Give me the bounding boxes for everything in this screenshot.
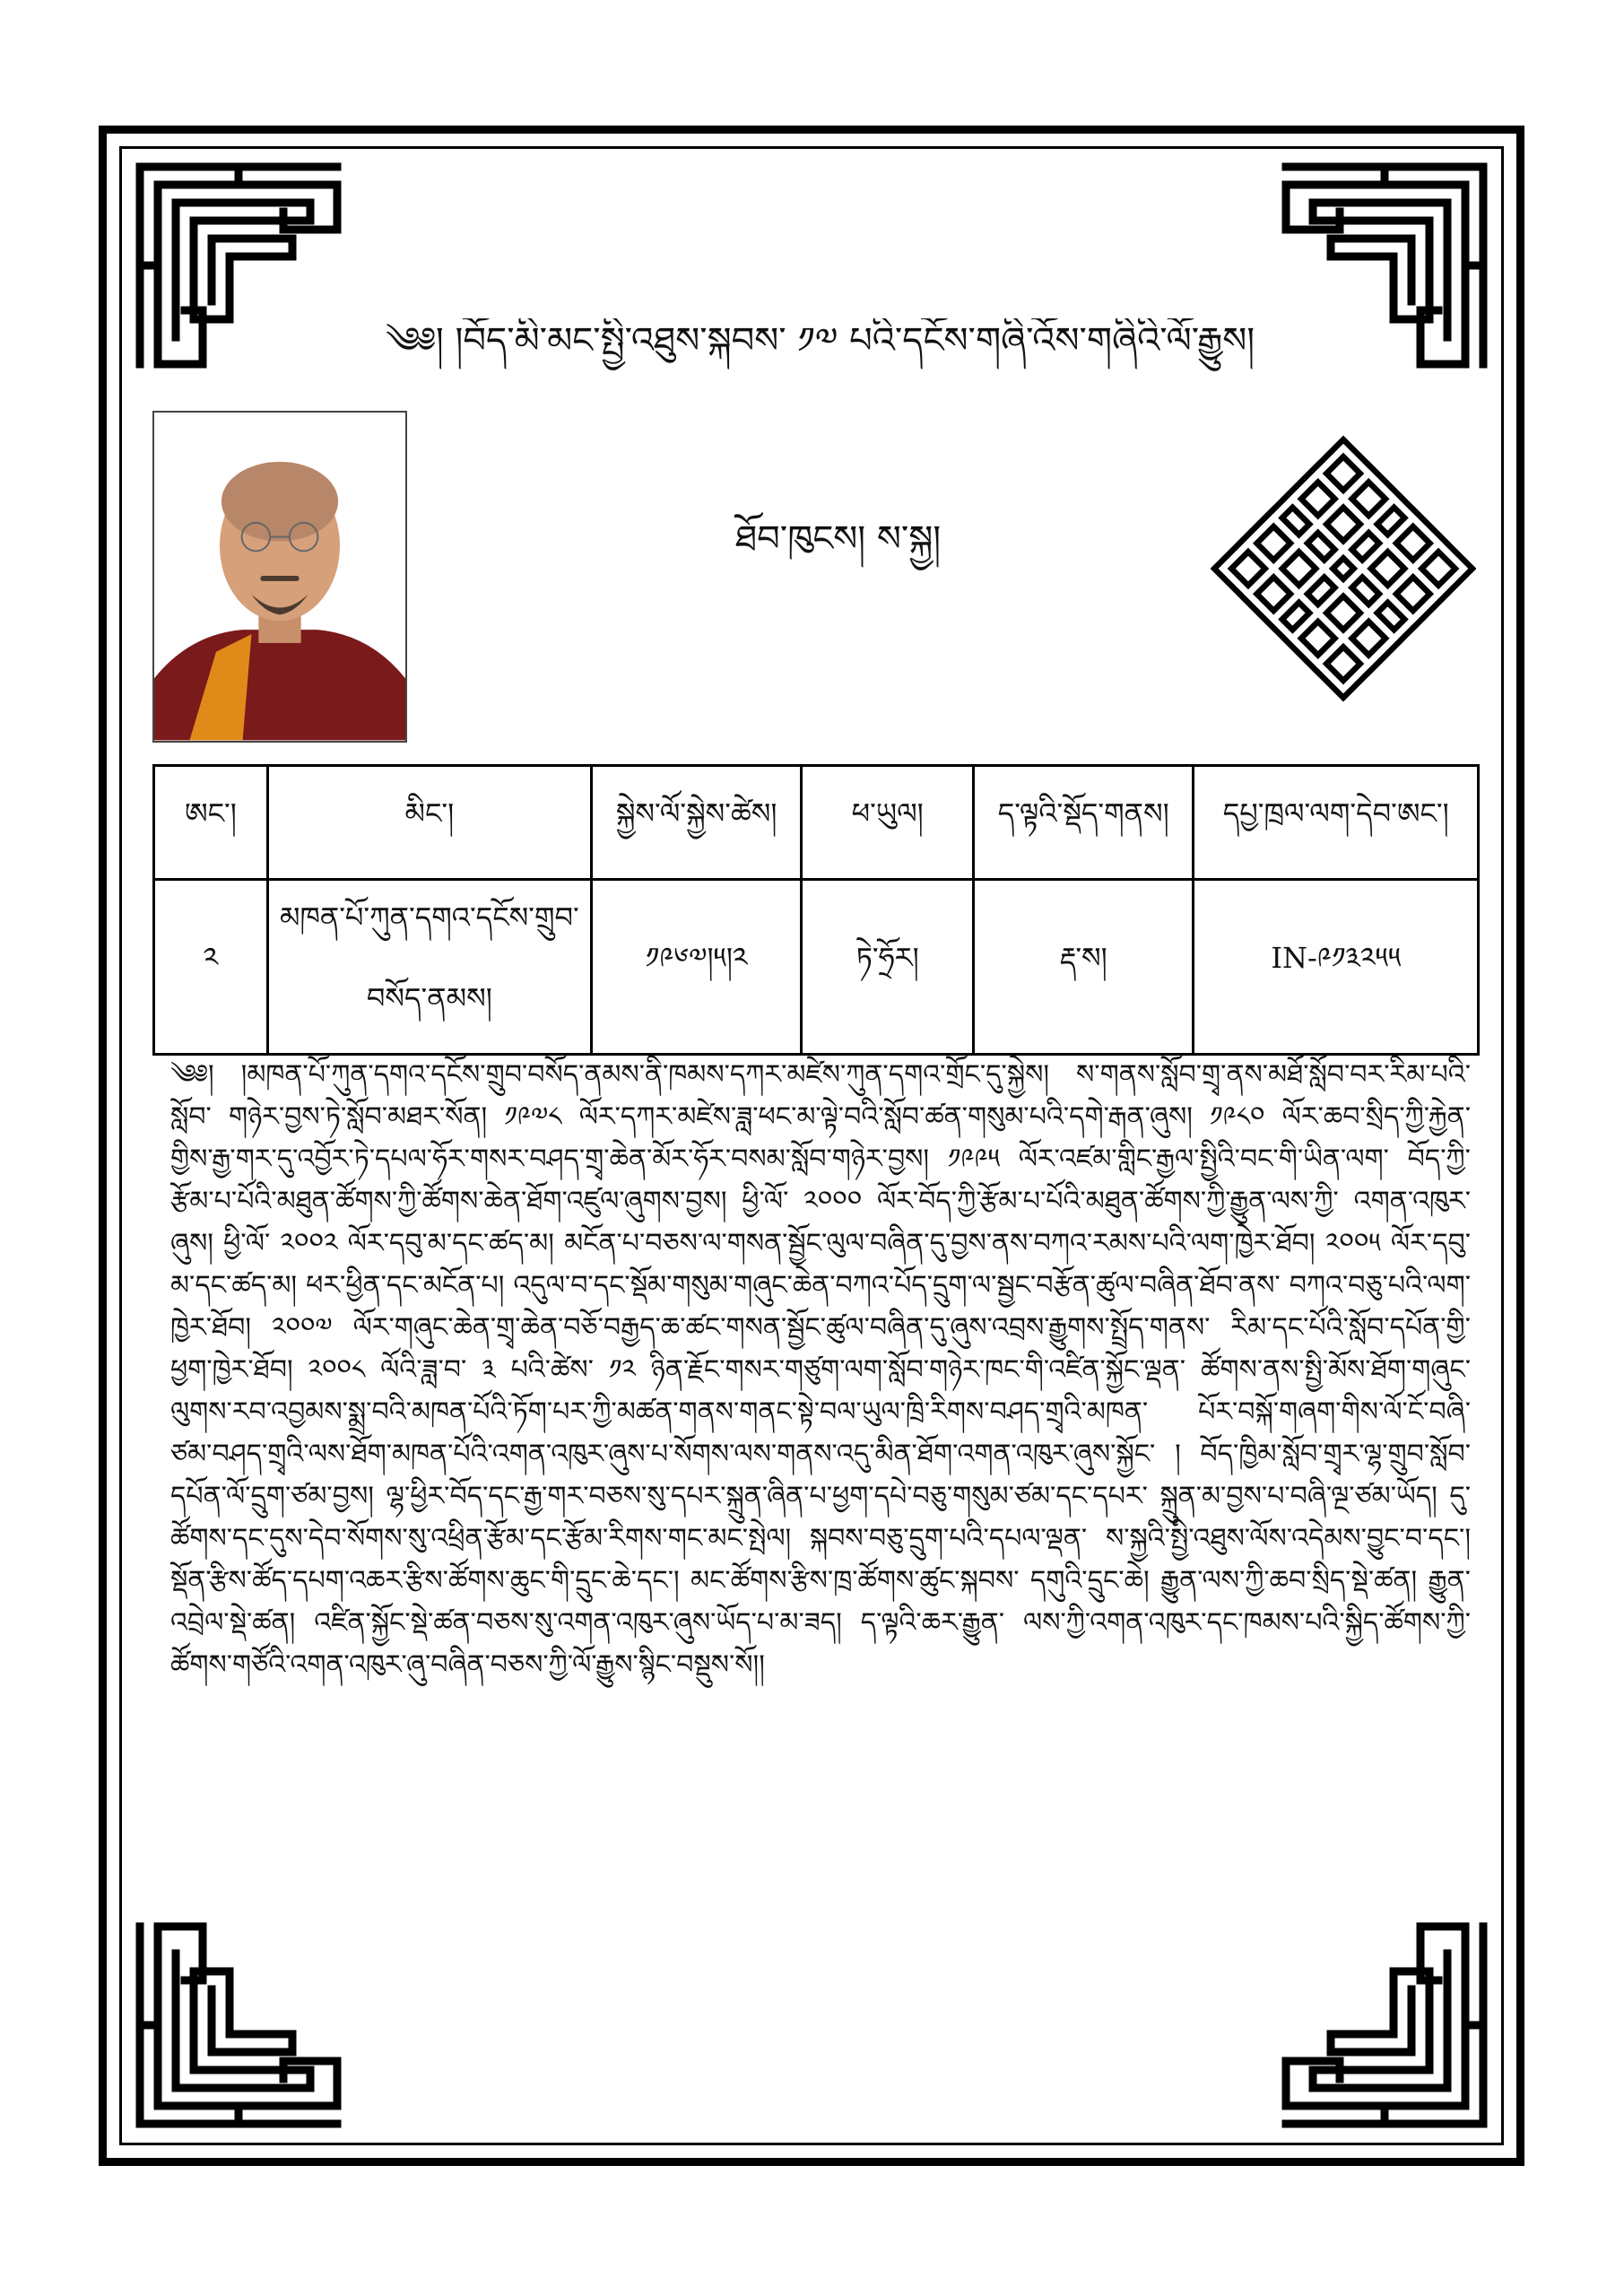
cell-birth-date: ༡༩༦༧།༥།༢	[591, 880, 802, 1055]
biography-line: བོད་ཀྱི་རྩོམ་པ་པོའི་མཐུན་ཚོགས་ཀྱི་ཚོགས་ཆེན་ཐོག་འཛུལ་ཞུགས་བྱས། ཕྱི་ལོ་ ༢༠༠༠ ལོར་བོད་ཀྱི་རྩོམ་པ་པོའི་མཐུན་ཚོགས་ཀྱི་རྒྱུན་ལས་ཀྱི་	[170, 1144, 1471, 1217]
candidate-photo	[152, 411, 407, 743]
endless-knot-icon	[1211, 423, 1476, 714]
biography-line: རིམ་དང་པོའི་སློབ་དཔོན་གྱི་ཕྱག་ཁྱེར་ཐོབ། ༢༠༠༨ ལོའི་ཟླ་བ་ ༣ པའི་ཚེས་ ༡༢ ཉིན་རྗོང་གསར་གཙུག་ལག་སློབ་གཉེར་ཁང་གི་འཛིན་སྐྱོང་ལྡན་	[170, 1312, 1471, 1386]
biography-line: ༄༅། །མཁན་པོ་ཀུན་དགའ་དངོས་གྲུབ་བསོད་ནམས་ནི་ཁམས་དཀར་མཛེས་ཀུན་དགའ་གྲོང་དུ་སྐྱེས། ས་གནས་སློབ་གྲྭ་ནས་མཐོ་སློབ་བར་རིམ་པའི་སློབ་	[170, 1059, 1471, 1133]
table-header-row	[154, 766, 1479, 880]
header-name: མིང་།	[267, 766, 591, 880]
corner-ornament-bottom-right	[1277, 1918, 1492, 2133]
cell-residence: རྡ་ས།	[974, 880, 1194, 1055]
biography-line: པོར་བསྐོ་གཞག་གིས་ལོ་ངོ་བཞི་ཙམ་བཤད་གྲྭའི་ལས་ཐོག་མཁན་པོའི་འགན་འཁུར་ཞུས་པ་སོགས་ལས་གནས་འདུ་མིན་ཐོག་འགན་འཁུར་ཞུས་སྐྱོང་	[170, 1396, 1471, 1470]
header-birth-date: སྐྱེས་ལོ་སྐྱེས་ཚེས།	[591, 766, 802, 880]
cell-green-book-number: IN-༩༡༣༢༥༥	[1194, 880, 1479, 1055]
biography-line: ༢༠༠༥ ལོར་དབུ་མ་དང་ཚད་མ། ཕར་ཕྱིན་དང་མངོན་པ། འདུལ་བ་དང་སྡོམ་གསུམ་གཞུང་ཆེན་བཀའ་པོད་དྲུག་ལ་སྦྱང་བརྩོན་ཚུལ་བཞིན་ཐོབ་ནས་	[170, 1228, 1471, 1301]
candidate-info-table	[152, 764, 1480, 1056]
corner-ornament-top-right	[1277, 158, 1492, 373]
corner-ornament-bottom-left	[131, 1918, 346, 2133]
cell-number: ༢	[154, 880, 268, 1055]
cell-hometown: ཏེ་ཧྲོར།	[802, 880, 974, 1055]
biography-line: ཚོགས་ནས་སྤྱི་མོས་ཐོག་གཞུང་ལུགས་རབ་འབྱམས་སྨྲ་བའི་མཁན་པོའི་ཏོག་པར་ཀྱི་མཚན་གནས་གནང་སྟེ་བལ་ཡུལ་ཁྲི་རིགས་བཤད་གྲྭའི་མཁན་	[170, 1354, 1471, 1428]
corner-ornament-top-left	[131, 158, 346, 373]
constituency-label: ཐོབ་ཁུངས། ས་སྐྱ།	[735, 518, 942, 560]
biography-line: བཀའ་བཅུ་པའི་ལག་ཁྱེར་ཐོབ། ༢༠༠༧ ལོར་གཞུང་ཆེན་གྲྭ་ཆེན་བཅོ་བརྒྱད་ཆ་ཚང་གསན་སྦྱོང་ཚུལ་བཞིན་དུ་ཞུས་འབྲས་རྒྱུགས་སྤྲོད་གནས་	[170, 1270, 1471, 1344]
biography-text	[170, 1054, 1471, 1861]
biography-line: གྱིས་རྒྱ་གར་དུ་འབྱོར་ཏེ་དཔལ་ཧོར་གསར་བཤད་གྲྭ་ཆེན་མོར་ཧོར་བསམ་སློབ་གཉེར་བྱས། ༡༩༩༥ ལོར་འཛམ་གླིང་རྒྱལ་སྤྱིའི་བང་གི་ཡིན་ལག་	[170, 1144, 1389, 1175]
table-row	[154, 880, 1479, 1055]
header-number: ཨང་།	[154, 766, 268, 880]
page-title: ༄༅། །བོད་མི་མང་སྤྱི་འཐུས་སྐབས་ ༡༧ པའི་དངོས་གཞི་འོས་གཞིའི་ལོ་རྒྱུས།	[386, 319, 1255, 361]
biography-line: འགན་འཁུར་ཞུས། ཕྱི་ལོ་ ༢༠༠༢ ལོར་དབུ་མ་དང་ཚད་མ། མངོན་པ་བཅས་ལ་གསན་སྦྱོང་ལུལ་བཞིན་དུ་བྱས་ནས་བཀའ་རམས་པའི་ལག་ཁྱེར་ཐོབ།	[170, 1186, 1471, 1259]
biography-line: ས་སྐྱའི་སྤྱི་འཐུས་ལོས་འདེམས་བྱུང་བ་དང་། སྡོན་རྩིས་ཚོད་དཔག་འཆར་རྩིས་ཚོགས་ཆུང་གི་དྲུང་ཆེ་དང་། མང་ཚོགས་རྩིས་ཁྲ་ཚོགས་ཚུང་སྐབས་	[170, 1523, 1471, 1596]
header-hometown: ཕ་ཡུལ།	[802, 766, 974, 880]
header-green-book-number: དཔྱ་ཁྲལ་ལག་དེབ་ཨང་།	[1194, 766, 1479, 880]
cell-name: མཁན་པོ་ཀུན་དགའ་དངོས་གྲུབ་བསོད་ནམས།	[267, 880, 591, 1055]
header-residence: ད་ལྟའི་སྡོད་གནས།	[974, 766, 1194, 880]
biography-line: ། བོད་ཁྱིམ་སློབ་གྲྭར་ལྷ་གྲུབ་སློབ་དཔོན་ལོ་དྲུག་ཙམ་བྱས། ལྷ་ཕྱིར་བོད་དང་རྒྱ་གར་བཅས་སུ་དཔར་སྐྲུན་ཞིན་པ་ཕྱག་དཔེ་བཅུ་གསུམ་ཙམ་དང་དཔར་	[170, 1439, 1471, 1512]
biography-line: ལས་ཀྱི་འགན་འཁུར་དང་ཁམས་པའི་སྐྱིད་ཚོགས་ཀྱི་ཚོགས་གཙོའི་འགན་འཁུར་ཞུ་བཞིན་བཅས་ཀྱི་ལོ་རྒྱུས་སྙིང་བསྡུས་སོ།།	[170, 1607, 1471, 1681]
biography-line: དགུའི་དྲུང་ཆེ། རྒྱུན་ལས་ཀྱི་ཆབ་སྲིད་སྡེ་ཚན། རྒྱུན་འབྲེལ་སྡེ་ཚན། འཛིན་སྐྱོང་སྡེ་ཚན་བཅས་སུ་འགན་འཁུར་ཞུས་ཡོད་པ་མ་ཟད། ད་ལྟའི་ཆར་རྒྱུན་	[170, 1565, 1471, 1639]
biography-line: སྐྲུན་མ་བྱས་པ་བཞི་ལྔ་ཙམ་ཡོད། དུ་ཚོགས་དང་དུས་དེབ་སོགས་སུ་འཕྲིན་རྩོམ་དང་རྩོམ་རིགས་གང་མང་སྤེལ། སྐབས་བཅུ་དྲུག་པའི་དཔལ་ལྡན་	[170, 1481, 1471, 1554]
biography-line: གཉེར་བྱས་ཏེ་སློབ་མཐར་སོན། ༡༩༧༨ ལོར་དཀར་མཛེས་ཟླ་ཕང་མ་ལྟེ་བའི་སློབ་ཚན་གསུམ་པའི་དགེ་རྒན་ཞུས། ༡༩༨༠ ལོར་ཆབ་སྲིད་ཀྱི་རྐྱེན་	[229, 1101, 1471, 1133]
